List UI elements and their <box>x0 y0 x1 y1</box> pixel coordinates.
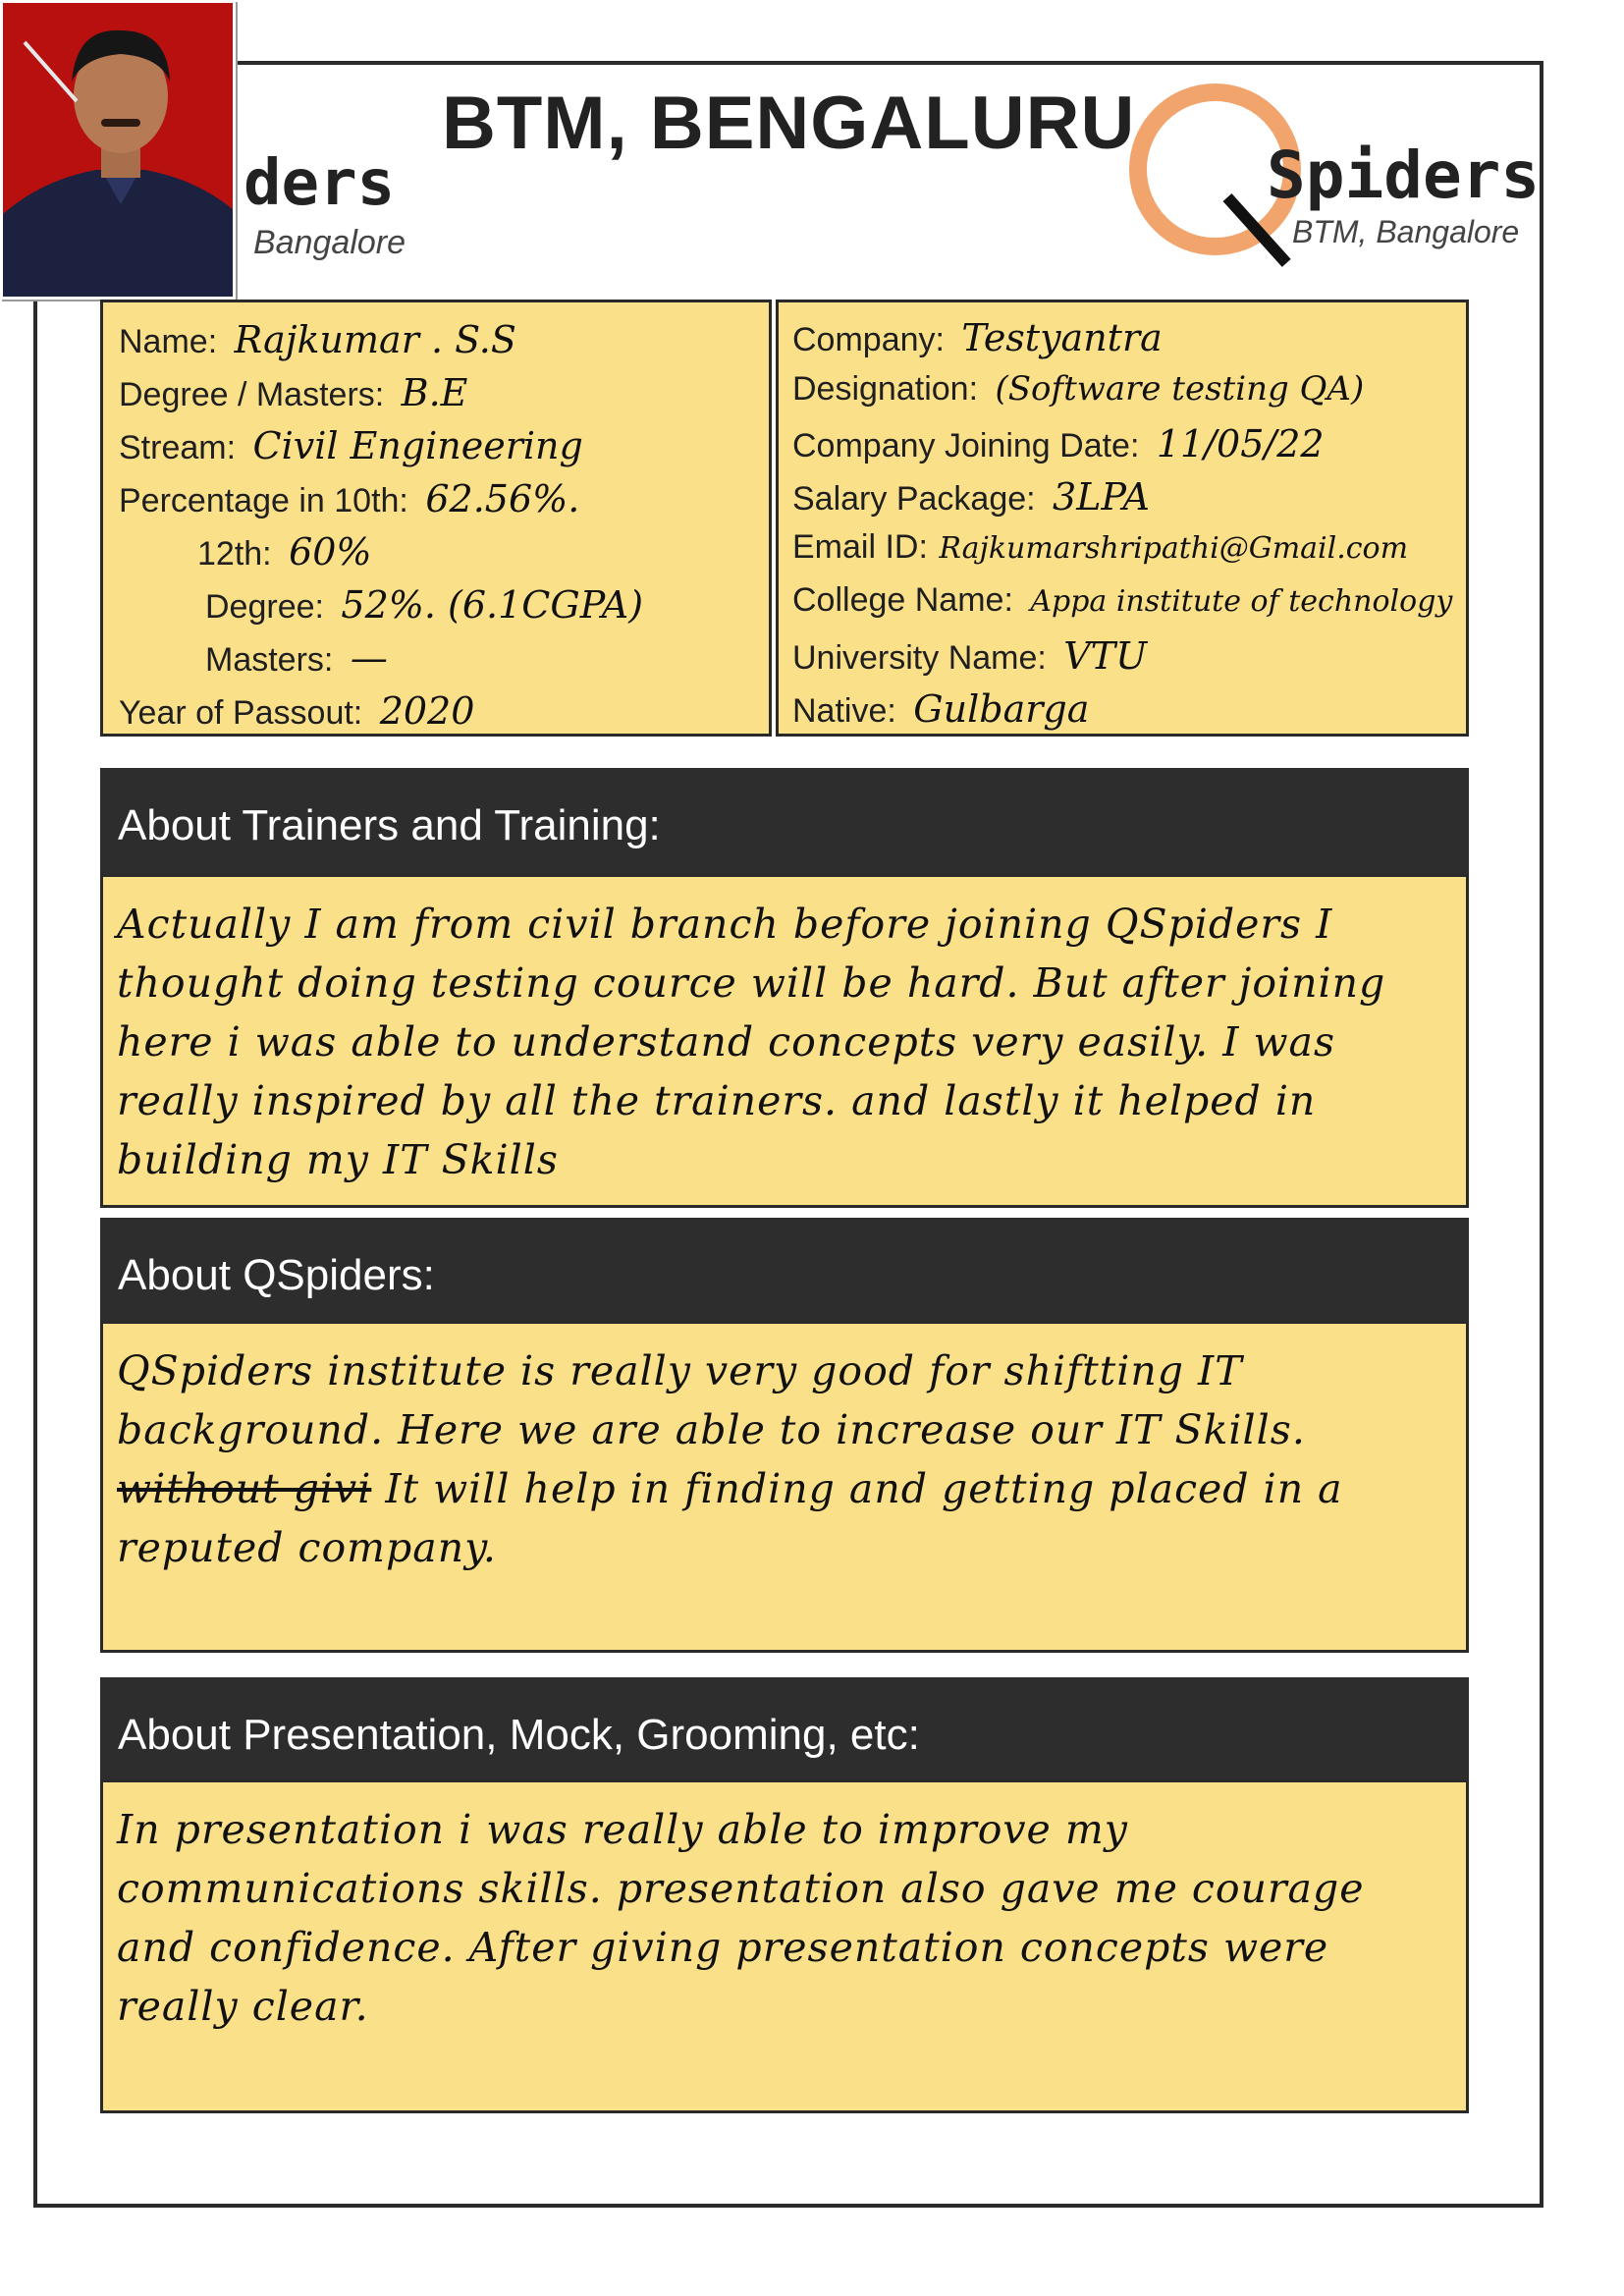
company-value: Testyantra <box>961 316 1163 359</box>
presentation-section-body <box>100 1779 1469 2113</box>
qspiders-section-header <box>100 1218 1469 1326</box>
percentage-degree-label: Degree: <box>205 588 324 626</box>
salary-field <box>792 475 1150 519</box>
salary-value: 3LPA <box>1053 475 1150 519</box>
page-title: BTM, BENGALURU <box>442 82 1136 165</box>
name-label: Name: <box>119 323 218 360</box>
masters-value: — <box>350 636 388 680</box>
stream-label: Stream: <box>119 429 237 466</box>
qspiders-feedback-part-1: QSpiders institute is really very good for shiftting IT background. Here we are able to increase our IT Skills. <box>117 1347 1306 1453</box>
passout-label: Year of Passout: <box>119 694 363 732</box>
joining-date-label: Company Joining Date: <box>792 427 1140 465</box>
joining-date-value: 11/05/22 <box>1156 422 1325 465</box>
trainers-section-body <box>100 874 1469 1208</box>
presentation-section-header <box>100 1677 1469 1785</box>
name-field <box>119 318 516 361</box>
qspiders-section-body <box>100 1321 1469 1653</box>
designation-value: (Software testing QA) <box>995 369 1365 409</box>
percentage-12th-label: 12th: <box>197 535 272 573</box>
company-field <box>792 316 1163 359</box>
qspiders-feedback-text <box>117 1341 1448 1577</box>
degree-field <box>119 371 467 414</box>
masters-label: Masters: <box>205 641 334 679</box>
stream-field <box>119 424 583 467</box>
passout-field <box>119 689 474 733</box>
name-value: Rajkumar . S.S <box>234 318 516 361</box>
company-label: Company: <box>792 321 945 358</box>
brand-left-location: Bangalore <box>253 224 406 261</box>
trainers-feedback-text: Actually I am from civil branch before joining QSpiders I thought doing testing cource will be hard. But after joining here i was able to understand concepts very easily. I was really inspired by all the trainers. and lastly it helped in building my IT Skills <box>117 901 1386 1183</box>
degree-value: B.E <box>401 371 468 414</box>
percentage-10th-value: 62.56%. <box>425 477 580 520</box>
presentation-feedback-text: In presentation i was really able to improve my communications skills. presentation also gave me courage and confidence. After giving presentation concepts were really clear. <box>117 1806 1365 2030</box>
percentage-10th-label: Percentage in 10th: <box>119 482 408 519</box>
degree-label: Degree / Masters: <box>119 376 385 413</box>
company-details-box <box>776 300 1469 737</box>
native-label: Native: <box>792 692 896 730</box>
salary-label: Salary Package: <box>792 480 1036 518</box>
brand-left-logo-text: ders <box>244 147 396 220</box>
percentage-12th-field <box>197 530 372 574</box>
brand-right-location: BTM, Bangalore <box>1292 214 1520 249</box>
qspiders-feedback-part-2: It will help in finding and getting placed in a reputed company. <box>117 1465 1343 1571</box>
brand-right-logo-text: Spiders <box>1267 137 1541 213</box>
portrait-icon <box>3 3 236 300</box>
email-value: Rajkumarshripathi@Gmail.com <box>939 531 1409 566</box>
student-photo <box>0 0 236 300</box>
percentage-10th-field <box>119 477 579 520</box>
university-field <box>792 634 1147 678</box>
percentage-12th-value: 60% <box>289 530 372 574</box>
university-label: University Name: <box>792 639 1047 677</box>
student-details-box <box>100 300 772 737</box>
college-label: College Name: <box>792 581 1013 619</box>
percentage-degree-value: 52%. (6.1CGPA) <box>341 583 644 627</box>
trainers-section-title: About Trainers and Training: <box>118 801 661 849</box>
designation-label: Designation: <box>792 370 979 408</box>
native-value: Gulbarga <box>913 687 1090 731</box>
native-field <box>792 687 1089 731</box>
trainers-section-header <box>100 768 1469 876</box>
percentage-degree-field <box>205 583 643 627</box>
qspiders-feedback-struck-text: without givi <box>117 1465 372 1512</box>
email-field <box>792 528 1408 567</box>
email-label: Email ID: <box>792 528 928 566</box>
university-value: VTU <box>1063 634 1148 678</box>
college-field <box>792 581 1452 620</box>
college-value: Appa institute of technology <box>1030 584 1453 619</box>
joining-date-field <box>792 422 1325 465</box>
passout-value: 2020 <box>379 689 475 733</box>
stream-value: Civil Engineering <box>252 424 583 467</box>
masters-field <box>205 636 388 680</box>
presentation-section-title: About Presentation, Mock, Grooming, etc: <box>118 1711 920 1759</box>
designation-field <box>792 369 1364 409</box>
qspiders-section-title: About QSpiders: <box>118 1251 435 1299</box>
